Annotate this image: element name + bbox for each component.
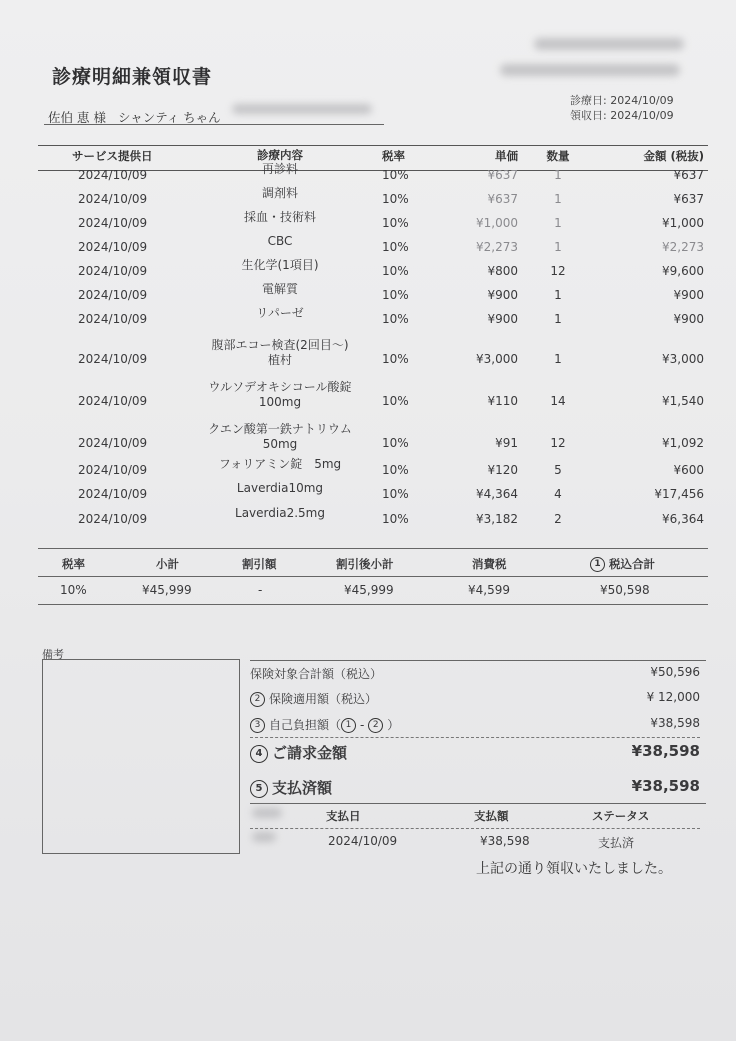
row-price: ¥4,364: [476, 487, 518, 501]
row-date: 2024/10/09: [78, 240, 148, 254]
summary-consumption-tax: ¥4,599: [468, 583, 510, 597]
header-date: サービス提供日: [72, 149, 153, 163]
row-tax: 10%: [382, 240, 409, 254]
row-amount: ¥17,456: [654, 487, 704, 501]
remarks-box: [42, 659, 240, 854]
row-tax: 10%: [382, 216, 409, 230]
row-date: 2024/10/09: [78, 264, 148, 278]
billed-label: ご請求金額: [272, 744, 348, 762]
row-qty: 1: [554, 352, 562, 366]
row-date: 2024/10/09: [78, 288, 148, 302]
receipt-date: 2024/10/09: [610, 109, 674, 122]
history-top-rule: [250, 803, 706, 804]
row-price: ¥3,182: [476, 512, 518, 526]
pet-name: シャンティ ちゃん: [117, 110, 221, 125]
header-item: 診療内容: [257, 148, 303, 162]
row-item-detail: 50mg: [262, 437, 298, 451]
circle-4-icon: 4: [250, 745, 268, 763]
row-qty: 1: [554, 288, 562, 302]
row-item-name: リパーゼ: [256, 306, 304, 320]
row-amount: ¥1,540: [662, 394, 704, 408]
row-date: 2024/10/09: [78, 487, 148, 501]
row-date: 2024/10/09: [78, 312, 148, 326]
owner-name: 佐伯 恵 様: [48, 110, 106, 125]
row-tax: 10%: [382, 436, 409, 450]
row-amount: ¥637: [673, 168, 704, 182]
row-price: ¥637: [487, 192, 518, 206]
row-item-name: Laverdia2.5mg: [235, 506, 325, 520]
billed-value: ¥38,598: [631, 742, 700, 760]
header-qty: 数量: [546, 149, 570, 163]
row-tax: 10%: [382, 168, 409, 182]
redacted-history-label: [252, 808, 282, 818]
row-item: [200, 481, 360, 496]
row-amount: ¥1,000: [662, 216, 704, 230]
self-pay-label: 自己負担額（: [269, 718, 342, 732]
row-qty: 1: [554, 216, 562, 230]
row-item-name: 再診料: [261, 162, 298, 176]
date-block: [570, 93, 674, 123]
row-amount: ¥600: [673, 463, 704, 477]
row-tax: 10%: [382, 312, 409, 326]
row-tax: 10%: [382, 463, 409, 477]
row-amount: ¥900: [673, 288, 704, 302]
row-item: [200, 422, 360, 452]
row-item-name: ウルソデオキシコール酸錠: [208, 380, 352, 394]
row-amount: ¥2,273: [662, 240, 704, 254]
receipt-date-label: 領収日:: [570, 109, 607, 122]
row-item: [200, 234, 360, 249]
row-qty: 1: [554, 168, 562, 182]
insurance-value: ¥ 12,000: [646, 690, 700, 704]
summary-header-total-label: 税込合計: [609, 557, 655, 571]
row-amount: ¥9,600: [662, 264, 704, 278]
summary-discount: -: [258, 583, 263, 597]
history-date: 2024/10/09: [328, 834, 398, 848]
row-price: ¥900: [487, 288, 518, 302]
row-item-name: 生化学(1項目): [241, 258, 319, 272]
row-tax: 10%: [382, 352, 409, 366]
history-header-amount: 支払額: [474, 809, 509, 823]
patient-underline: [44, 124, 384, 125]
summary-tax: 10%: [60, 583, 87, 597]
row-date: 2024/10/09: [78, 216, 148, 230]
row-price: ¥637: [487, 168, 518, 182]
row-item-name: 腹部エコー検査(2回目〜): [211, 338, 349, 352]
summary-top-rule: [38, 548, 708, 549]
circle-3-icon: 3: [250, 718, 265, 733]
row-amount: ¥6,364: [662, 512, 704, 526]
row-tax: 10%: [382, 512, 409, 526]
row-item: [200, 457, 360, 472]
summary-header-total: [590, 556, 655, 572]
circle-2-icon: 2: [250, 692, 265, 707]
insured-total-label: 保険対象合計額（税込）: [250, 667, 383, 681]
row-date: 2024/10/09: [78, 512, 148, 526]
summary-header-after: 割引後小計: [336, 557, 394, 571]
row-price: ¥1,000: [476, 216, 518, 230]
header-amount: 金額 (税抜): [643, 149, 704, 163]
history-status: 支払済: [598, 836, 635, 850]
row-qty: 14: [550, 394, 566, 408]
row-item-detail: 植村: [267, 353, 292, 367]
insured-total-value: ¥50,596: [650, 665, 700, 679]
row-item: [200, 506, 360, 521]
row-item: [200, 210, 360, 225]
row-item-name: Laverdia10mg: [236, 481, 324, 495]
row-price: ¥900: [487, 312, 518, 326]
row-qty: 1: [554, 192, 562, 206]
payment-dashed-rule: [250, 737, 700, 738]
row-tax: 10%: [382, 192, 409, 206]
circle-2-ref-icon: 2: [368, 718, 383, 733]
row-amount: ¥3,000: [662, 352, 704, 366]
redacted-history-method: [252, 832, 276, 842]
row-date: 2024/10/09: [78, 394, 148, 408]
row-item-name: CBC: [267, 234, 293, 248]
row-item-detail: 100mg: [258, 395, 302, 409]
minus-sign: -: [360, 718, 365, 732]
row-price: ¥3,000: [476, 352, 518, 366]
summary-subtotal: ¥45,999: [142, 583, 192, 597]
row-item-name: フォリアミン錠 5mg: [218, 457, 342, 471]
history-header-status: ステータス: [592, 809, 650, 823]
row-price: ¥91: [495, 436, 518, 450]
row-qty: 5: [554, 463, 562, 477]
row-date: 2024/10/09: [78, 352, 148, 366]
remarks-label: 備考: [42, 648, 64, 661]
row-item-name: クエン酸第一鉄ナトリウム: [208, 422, 352, 436]
row-tax: 10%: [382, 264, 409, 278]
visit-date-label: 診療日:: [570, 94, 607, 107]
summary-header-ctax: 消費税: [472, 557, 507, 571]
row-date: 2024/10/09: [78, 436, 148, 450]
row-item: [200, 282, 360, 297]
row-item: [200, 338, 360, 368]
row-item: [200, 258, 360, 273]
row-qty: 2: [554, 512, 562, 526]
row-price: ¥110: [487, 394, 518, 408]
summary-total: ¥50,598: [600, 583, 650, 597]
row-qty: 12: [550, 436, 566, 450]
row-item-name: 電解質: [261, 282, 298, 296]
summary-bottom-rule: [38, 604, 708, 605]
summary-after-discount: ¥45,999: [344, 583, 394, 597]
header-tax: 税率: [382, 149, 405, 163]
row-qty: 1: [554, 312, 562, 326]
insurance-label: 保険適用額（税込）: [269, 692, 378, 706]
history-dashed-rule: [250, 828, 700, 829]
row-amount: ¥900: [673, 312, 704, 326]
document-title: 診療明細兼領収書: [52, 66, 213, 88]
summary-header-tax: 税率: [62, 557, 85, 571]
payment-top-rule: [250, 660, 706, 661]
circle-1-icon: 1: [590, 557, 605, 572]
row-tax: 10%: [382, 394, 409, 408]
paid-value: ¥38,598: [631, 777, 700, 795]
self-pay-value: ¥38,598: [650, 716, 700, 730]
table-top-rule: [38, 145, 708, 146]
row-tax: 10%: [382, 487, 409, 501]
header-price: 単価: [495, 149, 518, 163]
row-amount: ¥637: [673, 192, 704, 206]
row-amount: ¥1,092: [662, 436, 704, 450]
redacted-clinic-address: [500, 64, 680, 76]
row-qty: 4: [554, 487, 562, 501]
row-item: [200, 306, 360, 321]
visit-date: 2024/10/09: [610, 94, 674, 107]
row-qty: 1: [554, 240, 562, 254]
paid-label: 支払済額: [272, 779, 333, 797]
redacted-clinic-name: [534, 38, 684, 50]
row-item-name: 採血・技術料: [243, 210, 316, 224]
summary-header-discount: 割引額: [242, 557, 277, 571]
row-date: 2024/10/09: [78, 168, 148, 182]
row-date: 2024/10/09: [78, 463, 148, 477]
history-header-date: 支払日: [326, 809, 361, 823]
summary-mid-rule: [38, 576, 708, 577]
row-price: ¥2,273: [476, 240, 518, 254]
row-price: ¥120: [487, 463, 518, 477]
redacted-patient-id: [232, 104, 372, 114]
circle-5-icon: 5: [250, 780, 268, 798]
row-item: [200, 380, 360, 410]
circle-1-ref-icon: 1: [341, 718, 356, 733]
receipt-acknowledgement: 上記の通り領収いたしました。: [476, 861, 672, 877]
row-qty: 12: [550, 264, 566, 278]
row-item-name: 調剤料: [261, 186, 298, 200]
row-date: 2024/10/09: [78, 192, 148, 206]
row-tax: 10%: [382, 288, 409, 302]
self-pay-close: ）: [387, 718, 400, 732]
row-item: [200, 162, 360, 177]
summary-header-subtotal: 小計: [156, 557, 179, 571]
row-price: ¥800: [487, 264, 518, 278]
history-amount: ¥38,598: [480, 834, 530, 848]
row-item: [200, 186, 360, 201]
